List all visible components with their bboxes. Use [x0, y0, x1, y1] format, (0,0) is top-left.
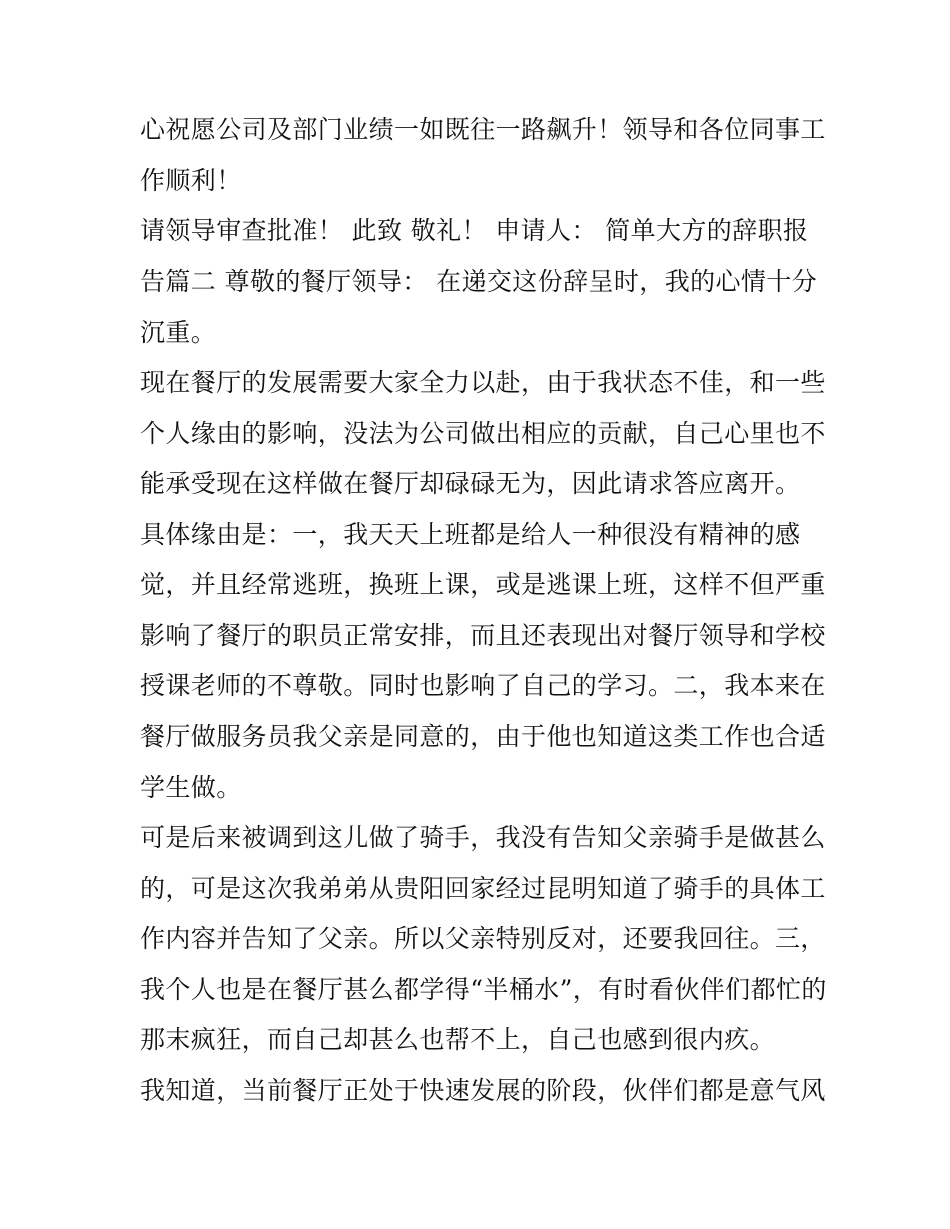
text-line: 沉重。	[140, 318, 217, 347]
text-line: 餐厅做服务员我父亲是同意的，由于他也知道这类工作也合适	[140, 722, 826, 751]
text-line: 那末疯狂，而自己却甚么也帮不上，自己也感到很内疚。	[140, 1025, 776, 1054]
text-line: 能承受现在这样做在餐厅却碌碌无为，因此请求答应离开。	[140, 469, 801, 498]
text-line: 可是后来被调到这儿做了骑手，我没有告知父亲骑手是做甚么	[140, 823, 826, 852]
text-line: 影响了餐厅的职员正常安排，而且还表现出对餐厅领导和学校	[140, 621, 826, 650]
text-line: 个人缘由的影响，没法为公司做出相应的贡献，自己心里也不	[140, 419, 826, 448]
text-line: 请领导审查批准！ 此致 敬礼！ 申请人： 简单大方的辞职报	[140, 216, 809, 245]
text-line: 心祝愿公司及部门业绩一如既往一路飙升！领导和各位同事工	[140, 115, 826, 144]
text-line: 作顺利！	[140, 166, 242, 195]
text-line: 告篇二 尊敬的餐厅领导： 在递交这份辞呈时，我的心情十分	[140, 267, 818, 296]
text-line: 我个人也是在餐厅甚么都学得“半桶水”，有时看伙伴们都忙的	[140, 975, 827, 1004]
text-line: 授课老师的不尊敬。同时也影响了自己的学习。二，我本来在	[140, 671, 826, 700]
text-line: 学生做。	[140, 773, 242, 802]
text-line: 作内容并告知了父亲。所以父亲特别反对，还要我回往。三，	[140, 924, 826, 953]
text-line: 具体缘由是：一，我天天上班都是给人一种很没有精神的感	[140, 520, 801, 549]
text-line: 的，可是这次我弟弟从贵阳回家经过昆明知道了骑手的具体工	[140, 874, 826, 903]
text-line: 觉，并且经常逃班，换班上课，或是逃课上班，这样不但严重	[140, 570, 826, 599]
text-line: 我知道，当前餐厅正处于快速发展的阶段，伙伴们都是意气风	[140, 1076, 826, 1105]
text-line: 现在餐厅的发展需要大家全力以赴，由于我状态不佳，和一些	[140, 368, 826, 397]
